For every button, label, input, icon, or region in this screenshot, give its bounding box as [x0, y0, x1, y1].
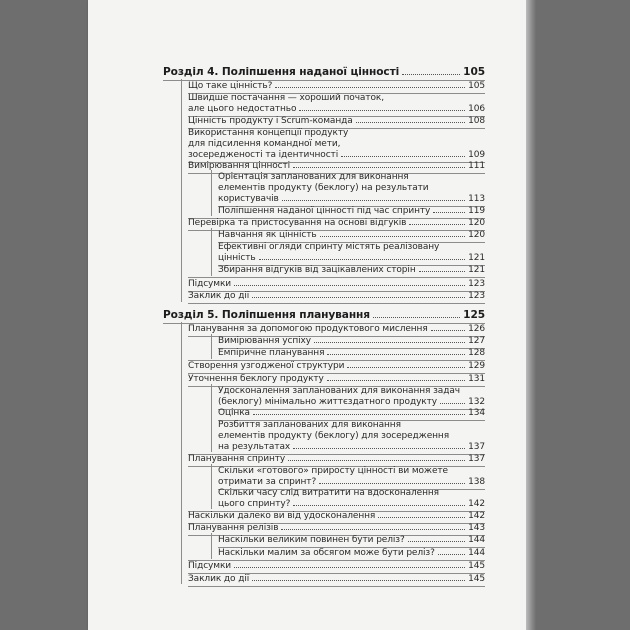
toc-separator: [188, 303, 485, 304]
toc-entry: [218, 488, 485, 510]
toc-page-number: 120: [468, 218, 485, 228]
toc-entry-title: цього спринту?: [218, 499, 291, 509]
dot-leader: [327, 354, 465, 355]
toc-entry-title: Поліпшення наданої цінності під час спринту: [218, 206, 431, 216]
dot-leader: [253, 414, 465, 415]
indent-guide: [211, 464, 212, 509]
toc-page-number: 111: [468, 161, 485, 171]
toc-entry: [218, 408, 485, 419]
toc-page-number: 129: [468, 361, 485, 371]
toc-entry-title: Заклик до дії: [188, 574, 250, 584]
toc-entry-title: Скільки часу слід витратити на вдосконалення: [218, 488, 440, 498]
toc-separator: [188, 586, 485, 587]
toc-entry: [218, 336, 485, 347]
toc-entry-title: Підсумки: [188, 561, 232, 571]
book-page: [88, 0, 526, 630]
toc-page-number: 123: [468, 279, 485, 289]
toc-entry-title: на результатах: [218, 442, 291, 452]
toc-entry-title: Оцінка: [218, 408, 250, 418]
dot-leader: [409, 224, 465, 225]
toc-page-number: 142: [468, 511, 485, 521]
toc-entry: [188, 374, 485, 385]
toc-page-number: 126: [468, 324, 485, 334]
dot-leader: [419, 271, 466, 272]
dot-leader: [299, 110, 465, 111]
toc-entry: [218, 348, 485, 359]
toc-entry: [188, 128, 485, 161]
toc-page-number: 132: [468, 397, 485, 407]
toc-page-number: 145: [468, 574, 485, 584]
toc-page-number: 128: [468, 348, 485, 358]
toc-entry: [218, 206, 485, 217]
toc-entry: [188, 291, 485, 302]
dot-leader: [356, 122, 465, 123]
toc-entry: [218, 548, 485, 559]
toc-entry: [218, 230, 485, 241]
toc-entry-title: Скільки «готового» приросту цінності ви можете: [218, 466, 448, 476]
toc-entry-title: Розділ 5. Поліпшення планування: [163, 309, 370, 321]
toc-entry: [188, 81, 485, 92]
dot-leader: [440, 403, 465, 404]
toc-entry-title: Емпіричне планування: [218, 348, 325, 358]
toc-entry-title: Перевірка та пристосування на основі відгуків: [188, 218, 407, 228]
toc-entry-title: Наскільки далеко ви від удосконалення: [188, 511, 376, 521]
toc-entry: [188, 93, 485, 115]
dot-leader: [252, 297, 465, 298]
indent-guide: [211, 228, 212, 276]
dot-leader: [234, 567, 465, 568]
toc-entry-title: Наскільки великим повинен бути реліз?: [218, 535, 405, 545]
toc-page-number: 145: [468, 561, 485, 571]
dot-leader: [281, 529, 465, 530]
toc-entry-title: Підсумки: [188, 279, 232, 289]
toc-entry-title: Удосконалення запланованих для виконання задач: [218, 386, 460, 396]
toc-page-number: 142: [468, 499, 485, 509]
toc-entry: [218, 420, 485, 453]
toc-entry-title: для підсилення командної мети,: [188, 139, 341, 149]
dot-leader: [402, 74, 460, 75]
toc-entry-title: елементів продукту (беклогу) для зосередження: [218, 431, 450, 441]
dot-leader: [288, 460, 465, 461]
toc-entry: [218, 265, 485, 276]
toc-entry-title: Заклик до дії: [188, 291, 250, 301]
indent-guide: [211, 170, 212, 216]
toc-page-number: 125: [463, 309, 485, 321]
dot-leader: [234, 285, 465, 286]
indent-guide: [211, 334, 212, 359]
toc-entry: [218, 172, 485, 205]
toc-page-number: 109: [468, 150, 485, 160]
toc-entry-title: (беклогу) мінімально життєздатного продукту: [218, 397, 437, 407]
toc-entry-title: Що таке цінність?: [188, 81, 273, 91]
toc-page-number: 106: [468, 104, 485, 114]
toc-entry-title: Цінність продукту і Scrum-команда: [188, 116, 353, 126]
toc-entry-title: Створення узгодженої структури: [188, 361, 345, 371]
toc-page-number: 143: [468, 523, 485, 533]
toc-page-number: 123: [468, 291, 485, 301]
toc-entry: [188, 324, 485, 335]
toc-entry-title: Розбиття запланованих для виконання: [218, 420, 401, 430]
toc-entry-title: Ефективні огляди спринту містять реалізовану: [218, 242, 440, 252]
toc-entry: [218, 386, 485, 408]
toc-entry-title: Вимірювання цінності: [188, 161, 291, 171]
dot-leader: [275, 87, 465, 88]
toc-entry-title: Розділ 4. Поліпшення наданої цінності: [163, 66, 400, 78]
toc-entry-title: Наскільки малим за обсягом може бути реліз?: [218, 548, 435, 558]
toc-entry-title: Планування за допомогою продуктового мислення: [188, 324, 428, 334]
toc-entry: [188, 116, 485, 127]
toc-entry-title: Збирання відгуків від зацікавлених сторін: [218, 265, 416, 275]
dot-leader: [259, 259, 466, 260]
toc-page-number: 105: [463, 66, 485, 78]
dot-leader: [408, 541, 465, 542]
toc-page-number: 127: [468, 336, 485, 346]
toc-entry-title: отримати за спринт?: [218, 477, 317, 487]
dot-leader: [293, 448, 465, 449]
dot-leader: [282, 200, 465, 201]
toc-entry: [188, 279, 485, 290]
dot-leader: [347, 367, 465, 368]
toc-entry: [188, 161, 485, 172]
dot-leader: [320, 236, 466, 237]
toc-entry: [218, 466, 485, 488]
dot-leader: [433, 212, 465, 213]
dot-leader: [341, 156, 465, 157]
toc-entry: [188, 523, 485, 534]
toc-entry-title: Швидше постачання — хороший початок,: [188, 93, 384, 103]
toc-entry: [218, 535, 485, 546]
toc-page-number: 119: [468, 206, 485, 216]
toc-entry: [188, 454, 485, 465]
toc-page-number: 121: [468, 253, 485, 263]
toc-entry: [188, 574, 485, 585]
dot-leader: [431, 330, 465, 331]
toc-entry: [188, 511, 485, 522]
toc-page-number: 137: [468, 454, 485, 464]
toc-page-number: 137: [468, 442, 485, 452]
toc-page-number: 113: [468, 194, 485, 204]
indent-guide: [211, 533, 212, 559]
dot-leader: [319, 483, 465, 484]
table-of-contents: [88, 0, 526, 630]
toc-entry-title: елементів продукту (беклогу) на результати: [218, 183, 429, 193]
toc-entry-title: зосередженості та ідентичності: [188, 150, 339, 160]
toc-entry-title: Орієнтація запланованих для виконання: [218, 172, 409, 182]
dot-leader: [293, 167, 465, 168]
book-spine-edge: [526, 0, 536, 630]
dot-leader: [314, 342, 465, 343]
toc-separator: [188, 277, 485, 278]
toc-entry: [188, 361, 485, 372]
indent-guide: [211, 384, 212, 452]
toc-page-number: 120: [468, 230, 485, 240]
toc-page-number: 134: [468, 408, 485, 418]
toc-page-number: 144: [468, 535, 485, 545]
dot-leader: [378, 517, 465, 518]
toc-chapter-entry: [163, 66, 485, 79]
toc-entry: [188, 561, 485, 572]
toc-entry-title: Вимірювання успіху: [218, 336, 311, 346]
toc-entry-title: цінність: [218, 253, 256, 263]
indent-guide: [181, 79, 182, 302]
toc-entry: [188, 218, 485, 229]
toc-page-number: 121: [468, 265, 485, 275]
toc-page-number: 144: [468, 548, 485, 558]
toc-page-number: 108: [468, 116, 485, 126]
toc-entry-title: Планування релізів: [188, 523, 279, 533]
toc-entry-title: але цього недостатньо: [188, 104, 297, 114]
toc-page-number: 131: [468, 374, 485, 384]
indent-guide: [181, 322, 182, 584]
toc-entry-title: користувачів: [218, 194, 279, 204]
toc-entry-title: Планування спринту: [188, 454, 286, 464]
toc-entry: [218, 242, 485, 264]
toc-entry-title: Навчання як цінність: [218, 230, 317, 240]
toc-page-number: 138: [468, 477, 485, 487]
toc-page-number: 105: [468, 81, 485, 91]
toc-chapter-entry: [163, 309, 485, 322]
toc-entry-title: Використання концепції продукту: [188, 128, 349, 138]
dot-leader: [438, 554, 465, 555]
toc-entry-title: Уточнення беклогу продукту: [188, 374, 324, 384]
dot-leader: [293, 505, 465, 506]
dot-leader: [327, 380, 465, 381]
dot-leader: [373, 317, 460, 318]
dot-leader: [252, 580, 465, 581]
